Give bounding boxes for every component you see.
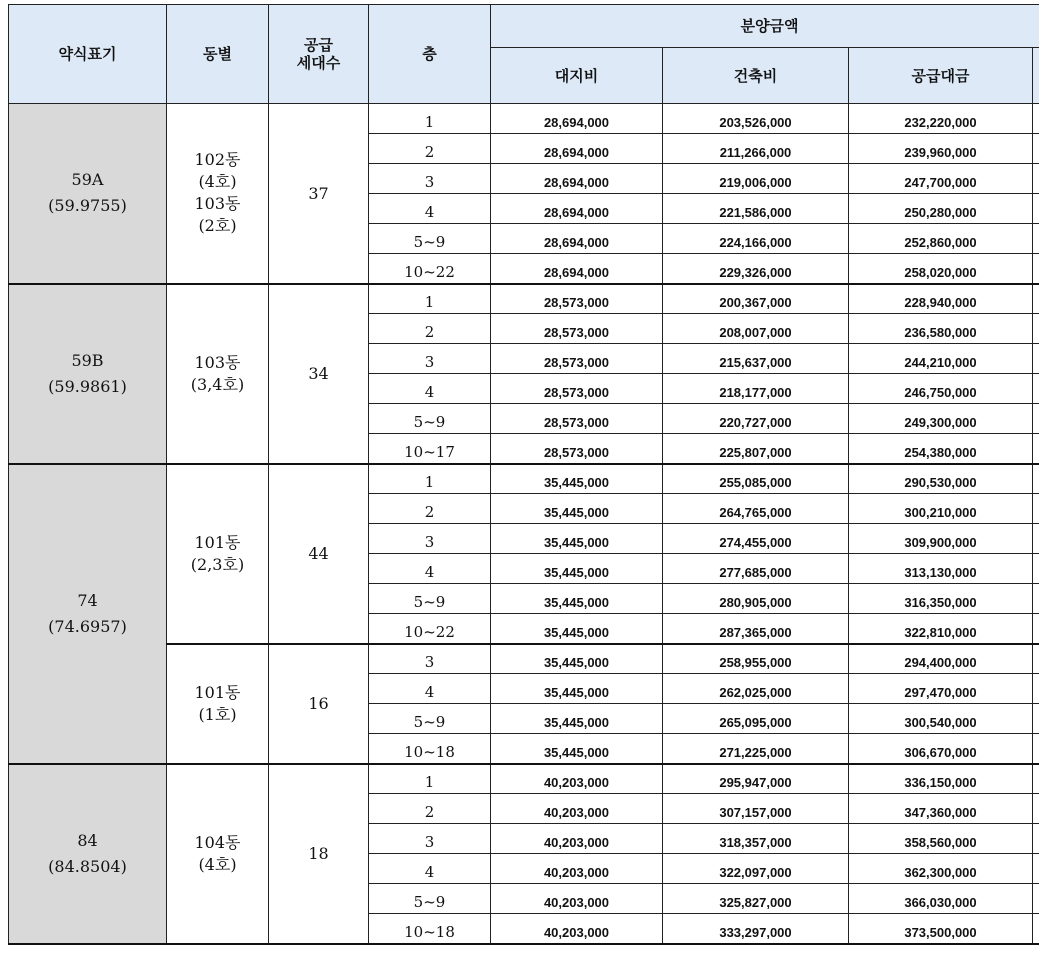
land-price-cell: 35,445,000	[491, 674, 663, 704]
extra-cell	[1033, 734, 1039, 764]
building-price-cell: 280,905,000	[663, 584, 849, 614]
land-price-cell: 28,694,000	[491, 194, 663, 224]
extra-cell	[1033, 404, 1039, 434]
extra-cell	[1033, 554, 1039, 584]
text-line: 101동	[194, 682, 241, 702]
header-row-1	[9, 5, 1039, 48]
building-price-cell: 221,586,000	[663, 194, 849, 224]
land-price-cell: 28,694,000	[491, 134, 663, 164]
floor-cell: 5~9	[369, 884, 491, 914]
supply-price-cell: 300,210,000	[849, 494, 1033, 524]
building-price-cell: 203,526,000	[663, 104, 849, 134]
land-price-cell: 35,445,000	[491, 644, 663, 674]
dong-cell	[167, 284, 269, 464]
building-price-cell: 208,007,000	[663, 314, 849, 344]
extra-cell	[1033, 314, 1039, 344]
extra-cell	[1033, 464, 1039, 494]
floor-cell: 3	[369, 164, 491, 194]
text-line: (4호)	[198, 854, 237, 874]
land-price-cell: 35,445,000	[491, 704, 663, 734]
supply-price-cell: 373,500,000	[849, 914, 1033, 944]
building-price-cell: 287,365,000	[663, 614, 849, 644]
type-area: (59.9861)	[48, 376, 127, 396]
text-line: (1호)	[198, 704, 237, 724]
supply-price-cell: 362,300,000	[849, 854, 1033, 884]
floor-cell: 10~22	[369, 254, 491, 284]
supply-price-cell: 239,960,000	[849, 134, 1033, 164]
building-header: 건축비	[663, 48, 849, 104]
units-header-line-2: 세대수	[296, 54, 341, 72]
land-price-cell: 35,445,000	[491, 734, 663, 764]
building-price-cell: 258,955,000	[663, 644, 849, 674]
floor-cell: 10~18	[369, 734, 491, 764]
land-price-cell: 28,573,000	[491, 434, 663, 464]
supply-price-cell: 366,030,000	[849, 884, 1033, 914]
type-cell	[9, 104, 167, 284]
extra-cell	[1033, 224, 1039, 254]
building-price-cell: 215,637,000	[663, 344, 849, 374]
dong-cell	[167, 644, 269, 764]
extra-cell	[1033, 164, 1039, 194]
supply-price-cell: 236,580,000	[849, 314, 1033, 344]
land-price-cell: 35,445,000	[491, 494, 663, 524]
land-price-cell: 40,203,000	[491, 884, 663, 914]
extra-cell	[1033, 914, 1039, 944]
supply-price-cell: 336,150,000	[849, 764, 1033, 794]
land-price-cell: 40,203,000	[491, 824, 663, 854]
supply-price-cell: 252,860,000	[849, 224, 1033, 254]
extra-cell	[1033, 134, 1039, 164]
extra-header	[1033, 48, 1039, 104]
type-area: (59.9755)	[48, 196, 127, 216]
table-body	[9, 104, 1039, 944]
text-line: (2,3호)	[190, 554, 245, 574]
type-name: 59A	[71, 170, 104, 190]
supply-price-cell: 249,300,000	[849, 404, 1033, 434]
floor-cell: 1	[369, 284, 491, 314]
floor-cell: 4	[369, 674, 491, 704]
floor-cell: 1	[369, 764, 491, 794]
supply-price-cell: 309,900,000	[849, 524, 1033, 554]
supply-price-cell: 232,220,000	[849, 104, 1033, 134]
supply-price-cell: 347,360,000	[849, 794, 1033, 824]
supply-price-cell: 313,130,000	[849, 554, 1033, 584]
extra-cell	[1033, 824, 1039, 854]
land-price-cell: 40,203,000	[491, 854, 663, 884]
extra-cell	[1033, 614, 1039, 644]
building-price-cell: 200,367,000	[663, 284, 849, 314]
extra-cell	[1033, 854, 1039, 884]
land-price-cell: 28,694,000	[491, 254, 663, 284]
floor-header: 층	[369, 5, 491, 104]
building-price-cell: 265,095,000	[663, 704, 849, 734]
building-price-cell: 325,827,000	[663, 884, 849, 914]
building-price-cell: 271,225,000	[663, 734, 849, 764]
supply-price-cell: 247,700,000	[849, 164, 1033, 194]
floor-cell: 3	[369, 824, 491, 854]
type-area: (74.6957)	[48, 616, 127, 636]
text-line: 102동	[194, 150, 241, 170]
extra-cell	[1033, 644, 1039, 674]
building-price-cell: 224,166,000	[663, 224, 849, 254]
extra-cell	[1033, 284, 1039, 314]
units-cell: 34	[269, 284, 369, 464]
extra-cell	[1033, 884, 1039, 914]
supply-price-cell: 228,940,000	[849, 284, 1033, 314]
dong-header: 동별	[167, 5, 269, 104]
type-name: 84	[77, 830, 98, 850]
extra-cell	[1033, 374, 1039, 404]
supply-price-cell: 250,280,000	[849, 194, 1033, 224]
building-price-cell: 333,297,000	[663, 914, 849, 944]
supply-price-cell: 322,810,000	[849, 614, 1033, 644]
building-price-cell: 218,177,000	[663, 374, 849, 404]
land-price-cell: 35,445,000	[491, 464, 663, 494]
land-price-cell: 40,203,000	[491, 764, 663, 794]
floor-cell: 3	[369, 524, 491, 554]
table-row	[9, 104, 1039, 134]
units-cell: 18	[269, 764, 369, 944]
extra-cell	[1033, 344, 1039, 374]
land-price-cell: 35,445,000	[491, 584, 663, 614]
floor-cell: 10~17	[369, 434, 491, 464]
land-price-cell: 28,694,000	[491, 104, 663, 134]
extra-cell	[1033, 104, 1039, 134]
land-price-cell: 35,445,000	[491, 554, 663, 584]
building-price-cell: 225,807,000	[663, 434, 849, 464]
type-area: (84.8504)	[48, 856, 127, 876]
floor-cell: 1	[369, 104, 491, 134]
type-name: 59B	[71, 350, 104, 370]
floor-cell: 2	[369, 794, 491, 824]
land-header: 대지비	[491, 48, 663, 104]
building-price-cell: 220,727,000	[663, 404, 849, 434]
supply-header: 공급대금	[849, 48, 1033, 104]
supply-price-cell: 300,540,000	[849, 704, 1033, 734]
building-price-cell: 229,326,000	[663, 254, 849, 284]
extra-cell	[1033, 704, 1039, 734]
building-price-cell: 277,685,000	[663, 554, 849, 584]
floor-cell: 4	[369, 374, 491, 404]
supply-price-cell: 297,470,000	[849, 674, 1033, 704]
floor-cell: 5~9	[369, 584, 491, 614]
supply-price-cell: 306,670,000	[849, 734, 1033, 764]
land-price-cell: 28,573,000	[491, 314, 663, 344]
table-row	[9, 464, 1039, 494]
units-cell: 16	[269, 644, 369, 764]
extra-cell	[1033, 764, 1039, 794]
dong-cell	[167, 104, 269, 284]
land-price-cell: 28,694,000	[491, 164, 663, 194]
supply-price-cell: 244,210,000	[849, 344, 1033, 374]
extra-cell	[1033, 194, 1039, 224]
extra-cell	[1033, 494, 1039, 524]
extra-cell	[1033, 524, 1039, 554]
floor-cell: 10~22	[369, 614, 491, 644]
type-cell	[9, 764, 167, 944]
floor-cell: 2	[369, 134, 491, 164]
floor-cell: 5~9	[369, 704, 491, 734]
land-price-cell: 35,445,000	[491, 524, 663, 554]
floor-cell: 4	[369, 854, 491, 884]
text-line: 103동	[194, 352, 241, 372]
floor-cell: 2	[369, 314, 491, 344]
building-price-cell: 274,455,000	[663, 524, 849, 554]
supply-price-cell: 358,560,000	[849, 824, 1033, 854]
building-price-cell: 255,085,000	[663, 464, 849, 494]
supply-price-cell: 294,400,000	[849, 644, 1033, 674]
building-price-cell: 262,025,000	[663, 674, 849, 704]
floor-cell: 1	[369, 464, 491, 494]
text-line: 104동	[194, 832, 241, 852]
land-price-cell: 40,203,000	[491, 914, 663, 944]
floor-cell: 5~9	[369, 224, 491, 254]
land-price-cell: 28,573,000	[491, 404, 663, 434]
floor-cell: 5~9	[369, 404, 491, 434]
extra-cell	[1033, 674, 1039, 704]
building-price-cell: 219,006,000	[663, 164, 849, 194]
type-header: 약식표기	[9, 5, 167, 104]
building-price-cell: 318,357,000	[663, 824, 849, 854]
floor-cell: 3	[369, 344, 491, 374]
units-header	[269, 5, 369, 104]
floor-cell: 4	[369, 554, 491, 584]
price-table	[8, 4, 1039, 945]
building-price-cell: 295,947,000	[663, 764, 849, 794]
supply-price-cell: 316,350,000	[849, 584, 1033, 614]
floor-cell: 4	[369, 194, 491, 224]
price-group-header: 분양금액	[491, 5, 1039, 48]
table-row	[9, 284, 1039, 314]
floor-cell: 3	[369, 644, 491, 674]
units-cell: 44	[269, 464, 369, 644]
text-line: 103동	[194, 194, 241, 214]
type-name: 74	[77, 590, 98, 610]
building-price-cell: 322,097,000	[663, 854, 849, 884]
extra-cell	[1033, 434, 1039, 464]
text-line: (4호)	[198, 172, 237, 192]
floor-cell: 2	[369, 494, 491, 524]
text-line: (2호)	[198, 216, 237, 236]
land-price-cell: 35,445,000	[491, 614, 663, 644]
dong-cell	[167, 464, 269, 644]
extra-cell	[1033, 794, 1039, 824]
land-price-cell: 28,573,000	[491, 374, 663, 404]
extra-cell	[1033, 254, 1039, 284]
land-price-cell: 28,573,000	[491, 284, 663, 314]
building-price-cell: 307,157,000	[663, 794, 849, 824]
land-price-cell: 28,573,000	[491, 344, 663, 374]
type-cell	[9, 284, 167, 464]
units-cell: 37	[269, 104, 369, 284]
floor-cell: 10~18	[369, 914, 491, 944]
land-price-cell: 40,203,000	[491, 794, 663, 824]
building-price-cell: 264,765,000	[663, 494, 849, 524]
text-line: (3,4호)	[190, 374, 245, 394]
supply-price-cell: 254,380,000	[849, 434, 1033, 464]
supply-price-cell: 290,530,000	[849, 464, 1033, 494]
dong-cell	[167, 764, 269, 944]
supply-price-cell: 258,020,000	[849, 254, 1033, 284]
extra-cell	[1033, 584, 1039, 614]
text-line: 101동	[194, 532, 241, 552]
building-price-cell: 211,266,000	[663, 134, 849, 164]
table-row	[9, 764, 1039, 794]
type-cell	[9, 464, 167, 764]
land-price-cell: 28,694,000	[491, 224, 663, 254]
units-header-line-1: 공급	[304, 36, 333, 54]
supply-price-cell: 246,750,000	[849, 374, 1033, 404]
